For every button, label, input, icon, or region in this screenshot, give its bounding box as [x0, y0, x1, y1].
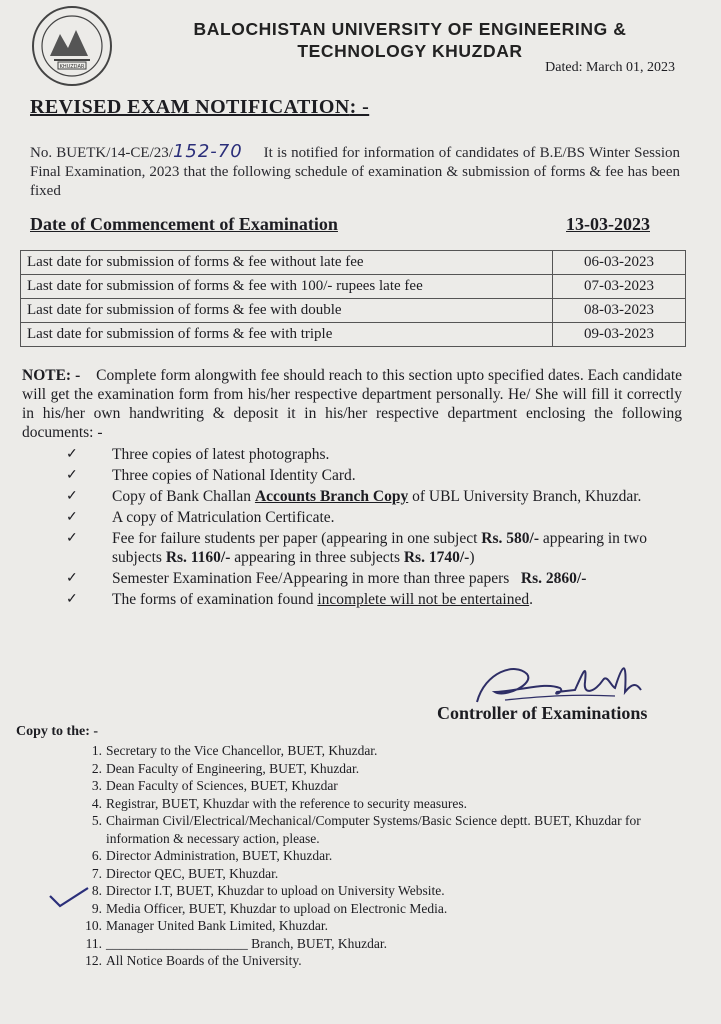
list-item: 1. Secretary to the Vice Chancellor, BUET, Khuzdar.	[91, 743, 378, 758]
list-item: ✓ A copy of Matriculation Certificate.	[66, 509, 335, 526]
intro-text: It is notified for information of candidates of B.E/BS Winter Session Final Examination, 2023 that the following schedule of examination & submission of forms & fee has been fixed	[30, 145, 680, 199]
table-row	[21, 251, 686, 275]
check-icon: ✓	[66, 468, 78, 483]
list-item: ✓ Copy of Bank Challan Accounts Branch Copy of UBL University Branch, Khuzdar.	[66, 488, 642, 505]
check-icon: ✓	[66, 489, 78, 504]
list-item: 3. Dean Faculty of Sciences, BUET, Khuzdar	[91, 778, 338, 793]
table-row	[21, 299, 686, 323]
schedule-desc: Last date for submission of forms & fee without late fee	[21, 251, 553, 275]
reference-number: No. BUETK/14-CE/23/	[30, 145, 173, 161]
copy-to-label: Copy to the: -	[16, 724, 99, 739]
schedule-date: 07-03-2023	[553, 275, 686, 299]
table-row	[21, 275, 686, 299]
university-logo	[30, 4, 114, 88]
list-item: 5. Chairman Civil/Electrical/Mechanical/Computer Systems/Basic Science deptt. BUET, Khuzdar for information & necessary action, please.	[91, 813, 641, 846]
table-row	[21, 323, 686, 347]
handwritten-check-icon	[48, 886, 92, 910]
schedule-desc: Last date for submission of forms & fee with double	[21, 299, 553, 323]
commencement-date: 13-03-2023	[566, 214, 650, 234]
university-name-line2: TECHNOLOGY KHUZDAR	[297, 41, 523, 61]
list-item: 2. Dean Faculty of Engineering, BUET, Khuzdar.	[91, 760, 360, 776]
list-item: 9. Media Officer, BUET, Khuzdar to upload on Electronic Media.	[91, 900, 448, 916]
check-icon: ✓	[66, 531, 78, 546]
commencement-label: Date of Commencement of Examination	[30, 214, 338, 234]
list-item: 7. Director QEC, BUET, Khuzdar.	[91, 865, 279, 881]
check-icon: ✓	[66, 510, 78, 525]
schedule-date: 06-03-2023	[553, 251, 686, 275]
handwritten-reference: 152-70	[172, 141, 243, 162]
schedule-date: 09-03-2023	[553, 323, 686, 347]
schedule-desc: Last date for submission of forms & fee with triple	[21, 323, 553, 347]
university-name-line1: BALOCHISTAN UNIVERSITY OF ENGINEERING &	[193, 19, 627, 39]
list-item: 4. Registrar, BUET, Khuzdar with the reference to security measures.	[91, 795, 467, 811]
note-text: Complete form alongwith fee should reach to this section upto specified dates. Each candidate will get the examination form from his/her respective department personally. He/ She will fill it correctly in his/her own handwriting & deposit it in his/her respective department enclosing the following documents: -	[22, 367, 683, 441]
schedule-date: 08-03-2023	[553, 299, 686, 323]
check-icon: ✓	[66, 447, 78, 462]
list-item: ✓ Fee for failure students per paper (appearing in one subject Rs. 580/- appearing in two subjects Rs. 1160/- appearing in three subjects Rs. 1740/-)	[66, 530, 648, 566]
list-item: 11. _____________________ Branch, BUET, Khuzdar.	[85, 935, 387, 951]
issue-date: Dated: March 01, 2023	[545, 60, 675, 75]
list-item: 6. Director Administration, BUET, Khuzdar.	[91, 848, 333, 863]
signatory-title: Controller of Examinations	[437, 703, 648, 723]
required-documents-list	[66, 445, 686, 611]
list-item: ✓ Three copies of National Identity Card.	[66, 467, 356, 484]
schedule-desc: Last date for submission of forms & fee with 100/- rupees late fee	[21, 275, 553, 299]
schedule-table	[20, 250, 686, 347]
notification-title: REVISED EXAM NOTIFICATION: -	[30, 96, 370, 118]
check-icon: ✓	[66, 592, 78, 607]
note-label: NOTE: -	[22, 367, 81, 384]
list-item: ✓ The forms of examination found incomplete will not be entertained.	[66, 591, 533, 608]
list-item: ✓ Three copies of latest photographs.	[66, 446, 330, 463]
university-name	[130, 18, 690, 62]
svg-text:KHUZDAR: KHUZDAR	[59, 64, 85, 70]
list-item: 10. Manager United Bank Limited, Khuzdar.	[85, 918, 328, 933]
note-paragraph	[22, 366, 682, 442]
commencement-row	[30, 214, 680, 240]
intro-paragraph	[30, 142, 680, 201]
check-icon: ✓	[66, 571, 78, 586]
list-item: 8. Director I.T, BUET, Khuzdar to upload on University Website.	[91, 883, 445, 898]
list-item: 12. All Notice Boards of the University.	[85, 953, 302, 968]
copy-to-list	[80, 742, 690, 970]
list-item: ✓ Semester Examination Fee/Appearing in more than three papers Rs. 2860/-	[66, 570, 587, 587]
